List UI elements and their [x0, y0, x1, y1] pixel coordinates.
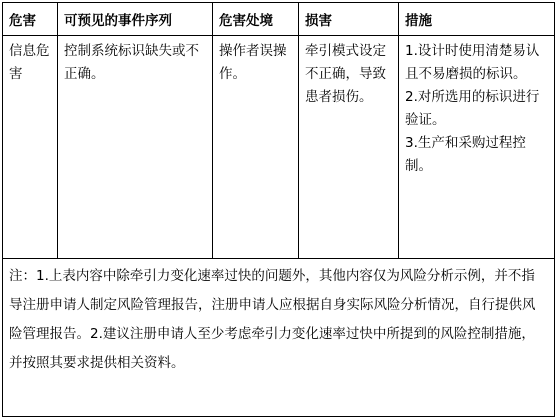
- measure-item-3: 3.生产和采购过程控制。: [405, 135, 526, 174]
- cell-measures: [399, 36, 555, 259]
- cell-harm-text: 牵引模式设定不正确，导致患者损伤。: [305, 43, 386, 105]
- cell-hazard-text: 信息危害: [9, 43, 50, 82]
- header-harm: 损害: [299, 3, 399, 36]
- table-note-text: 注：1.上表内容中除牵引力变化速率过快的问题外，其他内容仅为风险分析示例，并不指导注册申请人制定风险管理报告，注册申请人应根据自身实际风险分析情况，自行提供风险管理报告。2.建议注册申请人至少考虑牵引力变化速率过快中所提到的风险控制措施，并按照其要求提供相关资料。: [9, 268, 536, 371]
- cell-hazard-situation: [213, 36, 299, 259]
- header-event-sequence: 可预见的事件序列: [58, 3, 213, 36]
- table-note: [3, 259, 555, 417]
- table-row: [3, 36, 555, 259]
- cell-event-sequence: [58, 36, 213, 259]
- measure-item-1: 1.设计时使用清楚易认且不易磨损的标识。: [405, 43, 540, 82]
- header-hazard-situation: 危害处境: [213, 3, 299, 36]
- cell-hazard: [3, 36, 58, 259]
- cell-harm: [299, 36, 399, 259]
- cell-event-sequence-text: 控制系统标识缺失或不正确。: [64, 43, 199, 82]
- cell-hazard-situation-text: 操作者误操作。: [219, 43, 287, 82]
- header-hazard: 危害: [3, 3, 58, 36]
- header-measures: 措施: [399, 3, 555, 36]
- measure-item-2: 2.对所选用的标识进行验证。: [405, 89, 540, 128]
- table-header-row: [3, 3, 555, 36]
- table-note-row: [3, 259, 555, 417]
- hazard-analysis-table: [2, 2, 555, 417]
